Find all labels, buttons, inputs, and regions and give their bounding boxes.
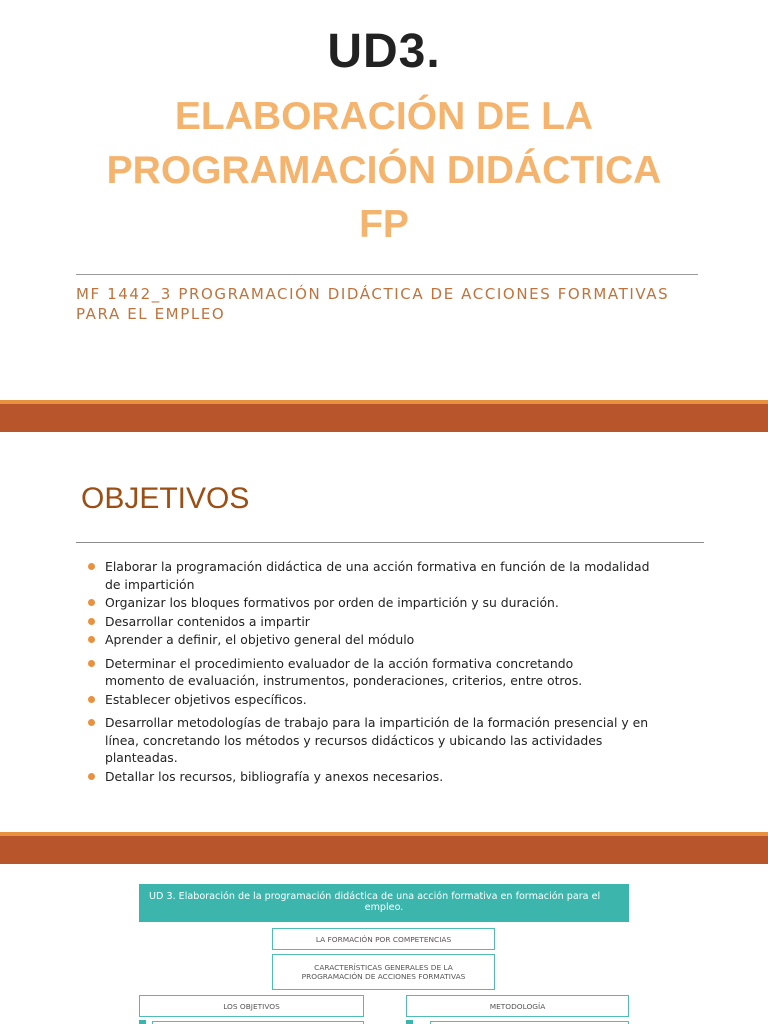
box-caracteristicas <box>272 954 495 990</box>
bullet-icon <box>88 696 95 703</box>
box-label: LA FORMACIÓN POR COMPETENCIAS <box>315 934 452 944</box>
box-label: METODOLOGÍA <box>489 1001 546 1011</box>
list-item-text: Elaborar la programación didáctica de una acción formativa en función de la modalidad <box>105 559 650 574</box>
objectives-list <box>88 558 668 786</box>
bullet-icon <box>88 660 95 667</box>
list-item-text: de impartición <box>105 576 195 592</box>
title-slide <box>0 0 768 400</box>
slide-separator-band <box>0 400 768 432</box>
list-item-text: Establecer objetivos específicos. <box>105 691 307 707</box>
slide-subtitle <box>76 284 716 324</box>
list-item <box>88 613 668 631</box>
list-item <box>88 558 668 593</box>
list-item <box>88 768 668 786</box>
bullet-icon <box>88 563 95 570</box>
bullet-icon <box>88 773 95 780</box>
bullet-icon <box>88 719 95 726</box>
list-item-text: Desarrollar metodologías de trabajo para la impartición de la formación presencial y en <box>105 715 649 730</box>
title-line: PROGRAMACIÓN DIDÁCTICA <box>106 149 662 192</box>
box-label: LOS OBJETIVOS <box>223 1001 280 1011</box>
slide-title <box>0 90 768 252</box>
list-item <box>88 594 668 612</box>
bullet-icon <box>88 636 95 643</box>
list-item-text: Organizar los bloques formativos por orden de impartición y su duración. <box>105 595 559 610</box>
list-item-text: Determinar el procedimiento evaluador de la acción formativa concretando <box>105 655 574 671</box>
box-metodologia <box>406 995 629 1017</box>
diagram-header-line: UD 3. Elaboración de la programación didáctica de una acción formativa en formación para el <box>149 891 601 902</box>
diagram-header-line: empleo. <box>364 902 404 913</box>
divider <box>76 274 698 275</box>
title-line: ELABORACIÓN DE LA <box>174 95 594 138</box>
list-item <box>88 655 668 690</box>
unit-heading: UD3. <box>327 25 441 78</box>
box-competencias <box>272 928 495 950</box>
diagram-header <box>139 884 629 922</box>
objectives-title: OBJETIVOS <box>81 482 250 515</box>
list-item-text: línea, concretando los métodos y recursos didácticos y ubicando las actividades <box>105 732 603 748</box>
list-item <box>88 714 668 767</box>
connector-marker <box>139 1020 146 1024</box>
list-item-text: Aprender a definir, el objetivo general del módulo <box>105 632 415 647</box>
divider <box>76 542 704 543</box>
box-label: CARACTERÍSTICAS GENERALES DE LA <box>314 963 453 972</box>
list-item <box>88 631 668 649</box>
bullet-icon <box>88 599 95 606</box>
subtitle-line: PARA EL EMPLEO <box>76 305 226 323</box>
connector-marker <box>406 1020 413 1024</box>
subtitle-line: MF 1442_3 PROGRAMACIÓN DIDÁCTICA DE ACCIONES FORMATIVAS <box>76 285 670 303</box>
list-item-text: Desarrollar contenidos a impartir <box>105 613 310 629</box>
list-item-text: momento de evaluación, instrumentos, ponderaciones, criterios, entre otros. <box>105 673 583 688</box>
list-item-text: Detallar los recursos, bibliografía y anexos necesarios. <box>105 768 444 784</box>
box-objetivos <box>139 995 364 1017</box>
list-item <box>88 691 668 709</box>
list-item-text: planteadas. <box>105 750 178 765</box>
box-label: PROGRAMACIÓN DE ACCIONES FORMATIVAS <box>301 972 466 981</box>
slide-separator-band <box>0 832 768 864</box>
title-line: FP <box>359 203 409 246</box>
bullet-icon <box>88 618 95 625</box>
